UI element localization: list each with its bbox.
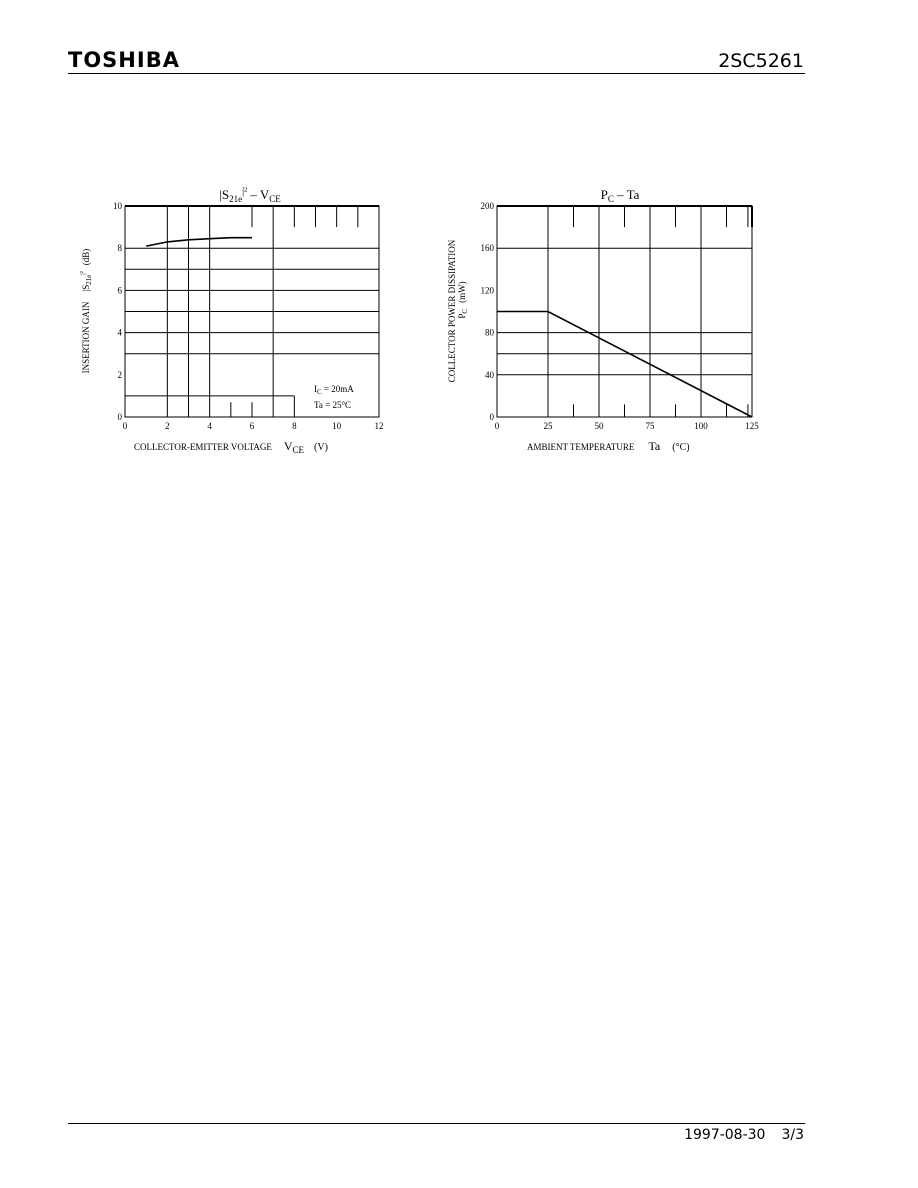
y-tick-label: 200	[480, 201, 494, 211]
footer-rule	[68, 1123, 805, 1124]
chart1-annotation-ic: $I_C = 20mA$	[314, 384, 354, 396]
chart2-title: $P_C$ – Ta	[600, 187, 640, 204]
x-tick-label: 75	[645, 421, 655, 431]
x-tick-label: 8	[292, 421, 297, 431]
x-tick-label: 0	[494, 421, 500, 431]
x-tick-label: 4	[207, 421, 212, 431]
chart1-ylabel: INSERTION $GAIN|S_{21e}^{|^2}(dB)$	[79, 248, 93, 374]
x-tick-label: 25	[543, 421, 553, 431]
y-tick-label: 0	[489, 412, 494, 422]
y-tick-label: 4	[117, 327, 122, 338]
y-tick-label: 8	[117, 243, 122, 254]
chart1-xlabel: COLLECTOR-EMITTER VOLTAGE VCE (V)	[134, 439, 328, 455]
chart2-ylabel: COLLECTOR POWER DISSIPATION	[447, 239, 457, 383]
footer	[684, 1127, 804, 1143]
x-tick-label: 12	[374, 421, 384, 431]
chart1-title: $|S_{21e}^{|^2} - V_{CE}$	[219, 186, 281, 204]
y-tick-label: 40	[485, 369, 494, 380]
y-tick-label: 0	[117, 412, 122, 422]
x-tick-label: 0	[122, 421, 128, 431]
part-number: 2SC5261	[718, 50, 804, 72]
footer-page: 3/3	[781, 1127, 804, 1143]
chart2-ylabel-sub: $P_C(mW)$	[457, 281, 469, 319]
y-tick-label: 6	[117, 285, 122, 296]
y-tick-label: 120	[480, 285, 494, 296]
y-tick-label: 2	[117, 369, 122, 380]
series-line-0	[497, 312, 752, 418]
x-tick-label: 2	[165, 421, 170, 431]
x-tick-label: 100	[694, 421, 708, 431]
x-tick-label: 6	[249, 421, 255, 431]
footer-date: 1997-08-30	[684, 1127, 766, 1143]
y-tick-label: 10	[113, 201, 122, 211]
y-tick-label: 80	[485, 327, 494, 338]
chart1-annotation-ta: Ta = 25°C	[314, 400, 352, 410]
x-tick-label: 125	[745, 421, 759, 431]
brand-logo: TOSHIBA	[68, 48, 180, 72]
x-tick-label: 50	[594, 421, 604, 431]
x-tick-label: 10	[332, 421, 342, 431]
chart2-xlabel: AMBIENT TEMPERATURE Ta (°C)	[527, 439, 690, 453]
chart-power-dissipation	[0, 0, 918, 500]
y-tick-label: 160	[480, 243, 494, 254]
